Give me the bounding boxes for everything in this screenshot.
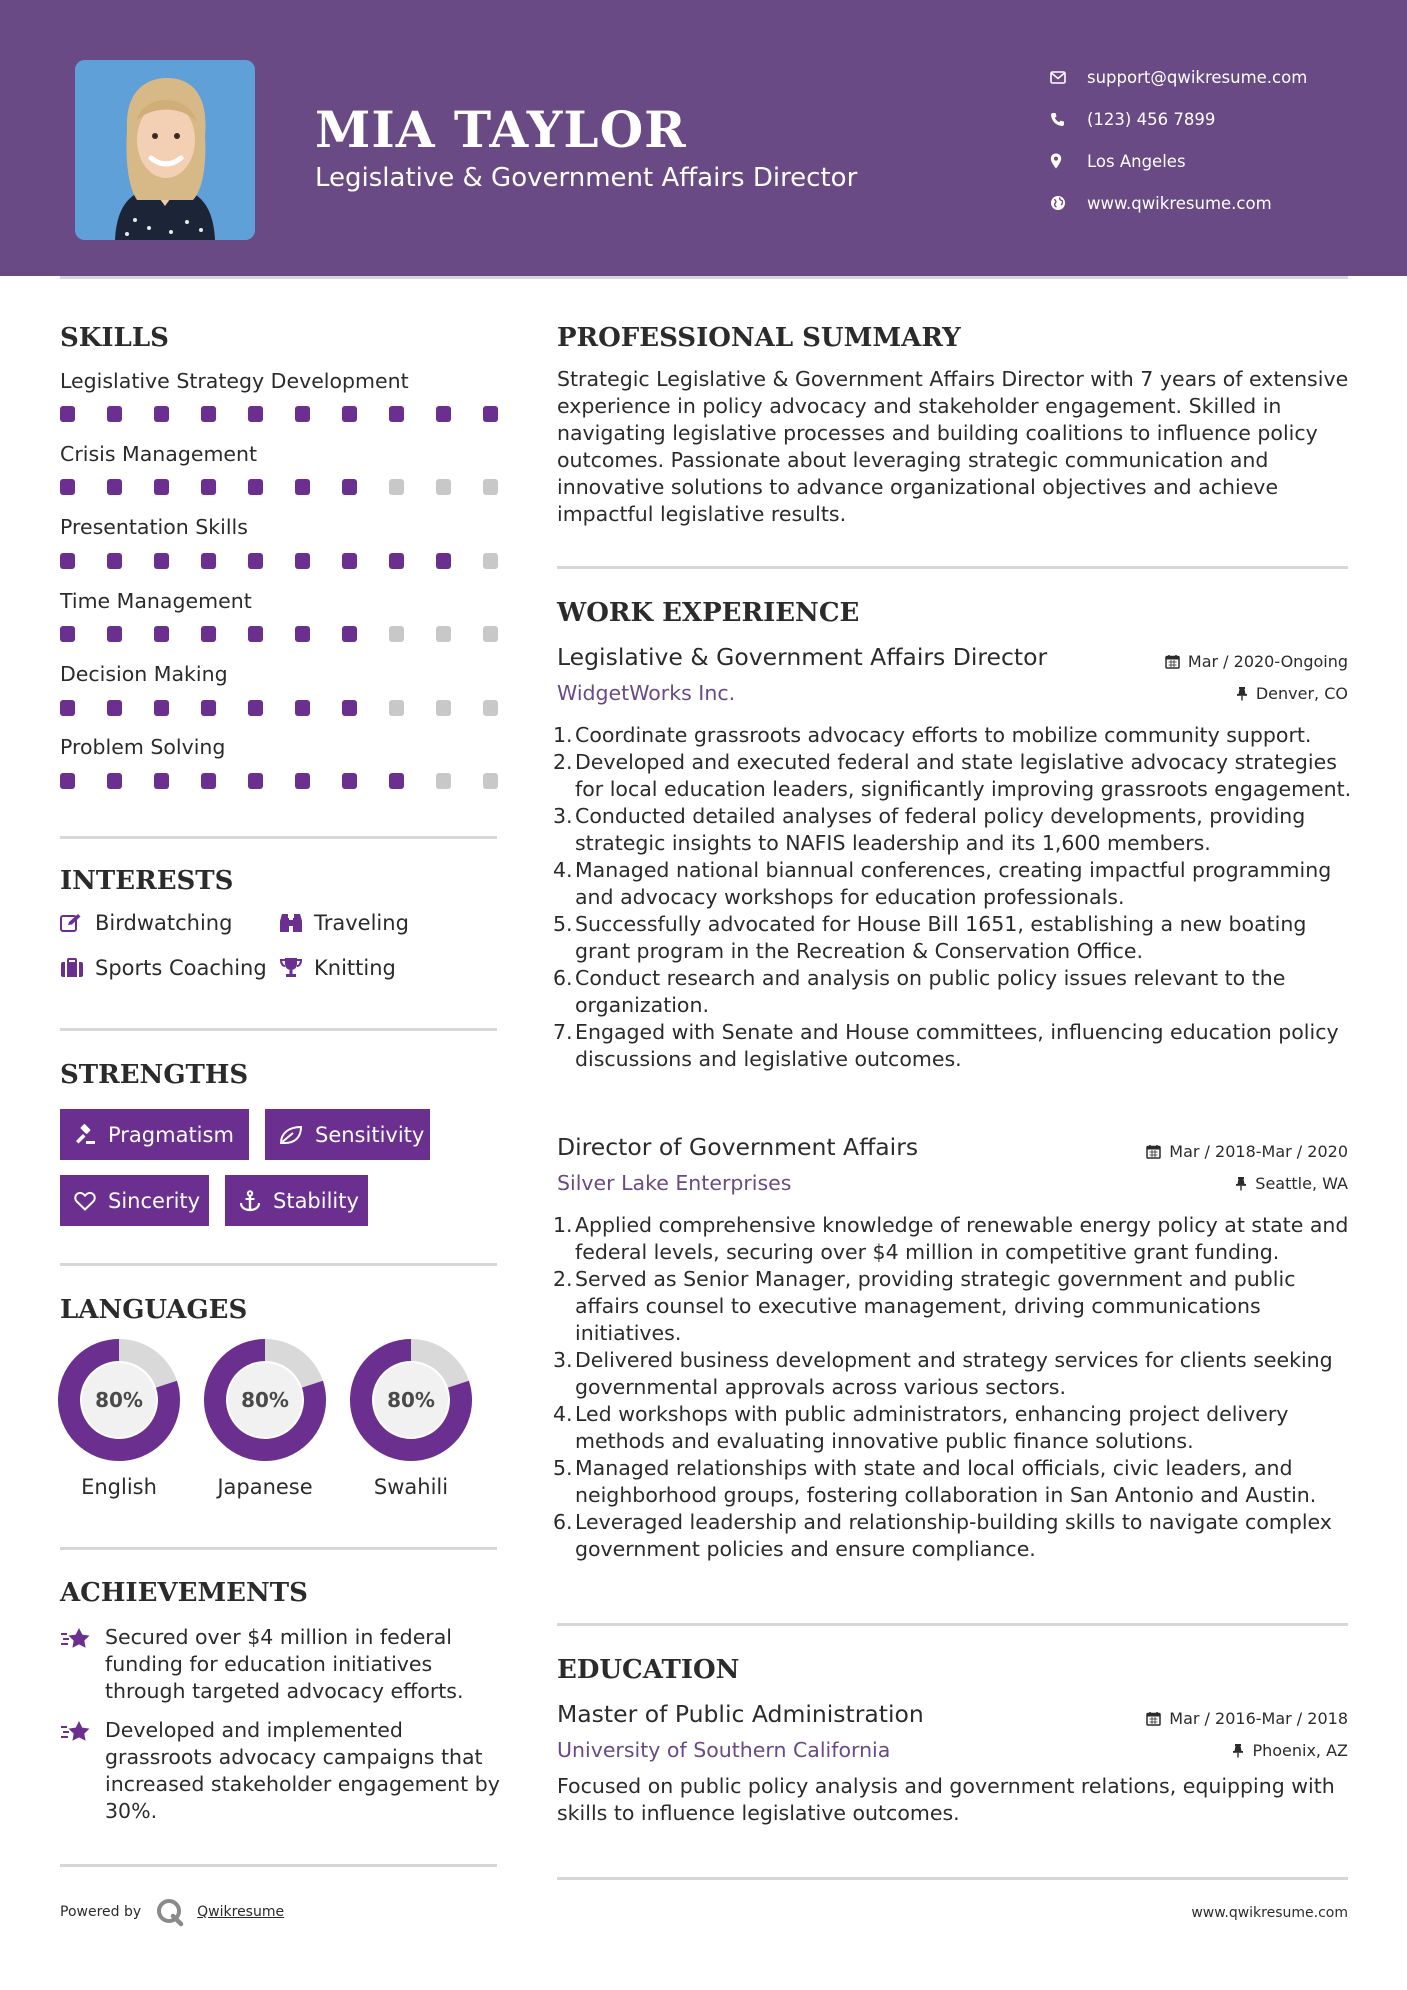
skill-name: Legislative Strategy Development: [60, 369, 409, 393]
briefcase-icon: [60, 958, 95, 978]
language-ring: [349, 1338, 473, 1466]
job-location: [1236, 684, 1348, 703]
list-text: Engaged with Senate and House committees, influencing education policy discussions and legislative outcomes.: [575, 1020, 1339, 1071]
strength-label: Pragmatism: [108, 1122, 234, 1147]
education-degree: Master of Public Administration: [557, 1700, 924, 1728]
heart-icon: [74, 1191, 96, 1211]
phone-icon: [1050, 112, 1087, 127]
skill-dot-empty: [389, 700, 404, 716]
list-text: Served as Senior Manager, providing strategic government and public affairs counsel to executive management, driving communications initiatives.: [575, 1267, 1296, 1345]
globe-icon: [1050, 195, 1087, 211]
skill-dot-filled: [60, 626, 75, 642]
summary-text: Strategic Legislative & Government Affairs Director with 7 years of extensive experience in policy advocacy and stakeholder engagement. Skilled in navigating legislative processes and building coalitions to influence policy outcomes. Passionate about leveraging strategic communication and innovative solutions to advance organizational objectives and achieve impactful legislative results.: [557, 367, 1349, 526]
list-item: [553, 911, 1353, 965]
calendar-icon: [1146, 1144, 1161, 1159]
interests-title: INTERESTS: [60, 866, 234, 896]
strength-label: Sensitivity: [315, 1122, 425, 1147]
list-item: [553, 1347, 1353, 1401]
skill-dot-filled: [248, 479, 263, 495]
skill-dot-filled: [389, 773, 404, 789]
skill-dot-empty: [436, 626, 451, 642]
skill-dot-filled: [60, 773, 75, 789]
job-company: WidgetWorks Inc.: [557, 681, 736, 705]
skill-dot-filled: [107, 773, 122, 789]
skill-dot-filled: [201, 700, 216, 716]
star-burst-icon: [60, 1626, 92, 1656]
interest-label: Sports Coaching: [95, 956, 267, 980]
job-bullets: [553, 1212, 1353, 1563]
strength-label: Stability: [273, 1188, 359, 1213]
job-dates-text: Mar / 2020-Ongoing: [1187, 652, 1348, 671]
interest-item: [279, 956, 396, 980]
skill-rating: [60, 406, 500, 422]
candidate-title: Legislative & Government Affairs Director: [315, 163, 858, 193]
education-description: Focused on public policy analysis and government relations, equipping with skills to influence legislative outcomes.: [557, 1774, 1335, 1825]
candidate-name: MIA TAYLOR: [315, 100, 687, 159]
contact-phone-text: (123) 456 7899: [1087, 109, 1216, 129]
footer-website[interactable]: www.qwikresume.com: [1191, 1905, 1348, 1921]
achievement-item: [60, 1624, 500, 1714]
job-dates-text: Mar / 2018-Mar / 2020: [1169, 1142, 1348, 1161]
job-location: [1235, 1174, 1348, 1193]
list-number: 7.: [553, 1020, 573, 1044]
list-number: 3.: [553, 1348, 573, 1372]
job-role: Legislative & Government Affairs Director: [557, 643, 1048, 671]
list-number: 1.: [553, 1213, 573, 1237]
person-photo: [75, 60, 255, 240]
powered-by-label: Powered by: [60, 1904, 142, 1920]
skill-dot-filled: [107, 553, 122, 569]
skill-dot-filled: [154, 773, 169, 789]
list-item: [553, 1019, 1353, 1073]
skill-rating: [60, 479, 500, 495]
skill-dot-filled: [436, 406, 451, 422]
section-divider: [557, 1877, 1348, 1880]
list-item: [553, 749, 1353, 803]
list-text: Successfully advocated for House Bill 1651, establishing a new boating grant program in the Recreation & Conservation Office.: [575, 912, 1307, 963]
gavel-icon: [74, 1124, 96, 1146]
skill-dot-empty: [483, 626, 498, 642]
leaf-icon: [279, 1125, 303, 1145]
pin-icon: [1236, 686, 1248, 701]
skill-dot-filled: [342, 553, 357, 569]
job-location-text: Seattle, WA: [1255, 1174, 1348, 1193]
list-item: [553, 965, 1353, 1019]
skill-dot-filled: [295, 700, 310, 716]
skill-dot-filled: [60, 406, 75, 422]
skill-name: Time Management: [60, 589, 252, 613]
achievement-text: Secured over $4 million in federal funding for education initiatives through targeted advocacy efforts.: [105, 1625, 464, 1703]
list-text: Coordinate grassroots advocacy efforts to mobilize community support.: [575, 723, 1312, 747]
skill-dot-empty: [436, 479, 451, 495]
education-location-text: Phoenix, AZ: [1252, 1741, 1348, 1760]
list-number: 4.: [553, 858, 573, 882]
education-dates: [1146, 1709, 1348, 1728]
contact-list: [1050, 56, 1307, 224]
list-item: [553, 1509, 1353, 1563]
list-number: 5.: [553, 912, 573, 936]
header-divider: [60, 276, 1348, 279]
skill-dot-filled: [154, 479, 169, 495]
skill-dot-empty: [483, 700, 498, 716]
list-text: Delivered business development and strategy services for clients seeking governmental approvals across various sectors.: [575, 1348, 1333, 1399]
language-ring-graphic: [57, 1338, 181, 1462]
list-text: Leveraged leadership and relationship-building skills to navigate complex government policies and ensure compliance.: [575, 1510, 1332, 1561]
skill-dot-empty: [483, 773, 498, 789]
pin-icon: [1235, 1176, 1247, 1191]
section-divider: [557, 566, 1348, 569]
skill-dot-filled: [389, 553, 404, 569]
pin-icon: [1232, 1743, 1244, 1758]
skill-dot-filled: [201, 479, 216, 495]
contact-phone[interactable]: [1050, 98, 1307, 140]
list-number: 6.: [553, 1510, 573, 1534]
skill-dot-filled: [154, 700, 169, 716]
achievement-item: [60, 1717, 500, 1832]
skill-dot-empty: [483, 479, 498, 495]
section-divider: [60, 1547, 497, 1550]
language-label: Swahili: [373, 1475, 449, 1499]
section-divider: [60, 1864, 497, 1867]
skill-name: Presentation Skills: [60, 515, 248, 539]
contact-email-text: support@qwikresume.com: [1087, 67, 1308, 87]
language-ring-graphic: [203, 1338, 327, 1462]
contact-website-text: www.qwikresume.com: [1087, 193, 1272, 213]
education-dates-text: Mar / 2016-Mar / 2018: [1169, 1709, 1348, 1728]
summary-title: PROFESSIONAL SUMMARY: [557, 323, 961, 353]
list-item: [553, 722, 1353, 749]
language-ring: [203, 1338, 327, 1466]
strengths-title: STRENGTHS: [60, 1060, 249, 1090]
language-percent: 80%: [95, 1388, 143, 1412]
skill-dot-filled: [295, 553, 310, 569]
list-number: 2.: [553, 1267, 573, 1291]
list-text: Managed national biannual conferences, creating impactful programming and advocacy workshops for education professionals.: [575, 858, 1332, 909]
interest-label: Birdwatching: [95, 911, 233, 935]
binoculars-icon: [279, 912, 314, 934]
strength-badge: [60, 1109, 249, 1160]
skill-name: Problem Solving: [60, 735, 226, 759]
job-dates: [1146, 1142, 1348, 1161]
skill-dot-filled: [107, 406, 122, 422]
experience-title: WORK EXPERIENCE: [557, 598, 860, 628]
skill-rating: [60, 553, 500, 569]
contact-location: [1050, 140, 1307, 182]
skills-title: SKILLS: [60, 323, 169, 353]
skill-dot-filled: [436, 553, 451, 569]
footer-powered-by: [60, 1897, 284, 1927]
skill-dot-filled: [342, 773, 357, 789]
list-number: 1.: [553, 723, 573, 747]
section-divider: [60, 1263, 497, 1266]
education-title: EDUCATION: [557, 1655, 740, 1685]
skill-dot-filled: [60, 479, 75, 495]
skill-dot-filled: [248, 773, 263, 789]
skill-dot-empty: [483, 553, 498, 569]
skill-dot-filled: [248, 406, 263, 422]
skill-rating: [60, 773, 500, 789]
job-dates: [1165, 652, 1348, 671]
list-text: Conducted detailed analyses of federal policy developments, providing strategic insights to NAFIS leadership and its 1,600 members.: [575, 804, 1306, 855]
interest-item: [60, 956, 267, 980]
list-item: [553, 1212, 1353, 1266]
job-role: Director of Government Affairs: [557, 1133, 919, 1161]
interest-item: [279, 911, 409, 935]
list-text: Developed and executed federal and state legislative advocacy strategies for local education leaders, significantly improving grassroots engagement.: [575, 750, 1352, 801]
location-icon: [1050, 153, 1087, 169]
languages-title: LANGUAGES: [60, 1295, 248, 1325]
anchor-icon: [239, 1190, 261, 1212]
interest-item: [60, 911, 232, 935]
skill-dot-filled: [342, 479, 357, 495]
skill-rating: [60, 700, 500, 716]
strength-badge: [265, 1109, 430, 1160]
skill-dot-filled: [107, 626, 122, 642]
list-text: Conduct research and analysis on public policy issues relevant to the organization.: [575, 966, 1286, 1017]
skill-dot-filled: [389, 406, 404, 422]
list-item: [553, 803, 1353, 857]
education-location: [1232, 1741, 1348, 1760]
language-percent: 80%: [387, 1388, 435, 1412]
skill-dot-filled: [60, 553, 75, 569]
skill-dot-filled: [342, 626, 357, 642]
skill-dot-filled: [295, 626, 310, 642]
skill-dot-filled: [60, 700, 75, 716]
skill-dot-filled: [342, 406, 357, 422]
skill-dot-empty: [436, 700, 451, 716]
skill-dot-filled: [201, 406, 216, 422]
skill-dot-filled: [248, 700, 263, 716]
list-item: [553, 857, 1353, 911]
section-divider: [60, 836, 497, 839]
list-number: 4.: [553, 1402, 573, 1426]
education-school: University of Southern California: [557, 1738, 891, 1762]
skill-dot-filled: [154, 406, 169, 422]
language-ring-graphic: [349, 1338, 473, 1462]
brand-link[interactable]: Qwikresume: [197, 1904, 285, 1920]
job-bullets: [553, 722, 1353, 1073]
skill-dot-empty: [389, 626, 404, 642]
list-text: Led workshops with public administrators, enhancing project delivery methods and evaluating innovative public finance solutions.: [575, 1402, 1289, 1453]
section-divider: [60, 1028, 497, 1031]
strength-label: Sincerity: [108, 1188, 201, 1213]
language-ring: [57, 1338, 181, 1466]
skill-dot-filled: [201, 773, 216, 789]
list-item: [553, 1266, 1353, 1347]
list-item: [553, 1455, 1353, 1509]
list-number: 3.: [553, 804, 573, 828]
skill-dot-filled: [107, 479, 122, 495]
skill-dot-filled: [295, 406, 310, 422]
list-number: 5.: [553, 1456, 573, 1480]
calendar-icon: [1146, 1711, 1161, 1726]
section-divider: [557, 1623, 1348, 1626]
trophy-icon: [279, 957, 314, 979]
calendar-icon: [1165, 654, 1180, 669]
interest-label: Traveling: [314, 911, 409, 935]
skill-name: Decision Making: [60, 662, 228, 686]
list-text: Managed relationships with state and local officials, civic leaders, and neighborhood groups, fostering collaboration in San Antonio and Austin.: [575, 1456, 1317, 1507]
strength-badge: [60, 1175, 209, 1226]
skill-name: Crisis Management: [60, 442, 258, 466]
achievement-text: Developed and implemented grassroots advocacy campaigns that increased stakeholder engagement by 30%.: [105, 1718, 500, 1823]
skill-rating: [60, 626, 500, 642]
skill-dot-filled: [201, 626, 216, 642]
strength-badge: [225, 1175, 368, 1226]
skill-dot-filled: [154, 553, 169, 569]
list-number: 2.: [553, 750, 573, 774]
contact-website[interactable]: [1050, 182, 1307, 224]
skill-dot-filled: [154, 626, 169, 642]
envelope-icon: [1050, 71, 1087, 84]
list-text: Applied comprehensive knowledge of renewable energy policy at state and federal levels, securing over $4 million in competitive grant funding.: [575, 1213, 1349, 1264]
skill-dot-filled: [248, 553, 263, 569]
language-label: English: [81, 1475, 157, 1499]
skill-dot-filled: [295, 773, 310, 789]
contact-location-text: Los Angeles: [1087, 151, 1186, 171]
skill-dot-filled: [248, 626, 263, 642]
list-item: [553, 1401, 1353, 1455]
profile-photo: [75, 60, 255, 240]
pencil-icon: [60, 913, 95, 933]
job-company: Silver Lake Enterprises: [557, 1171, 792, 1195]
interest-label: Knitting: [314, 956, 396, 980]
contact-email[interactable]: [1050, 56, 1307, 98]
skill-dot-filled: [295, 479, 310, 495]
list-number: 6.: [553, 966, 573, 990]
language-label: Japanese: [217, 1475, 313, 1499]
header-banner: [0, 0, 1407, 276]
skill-dot-filled: [483, 406, 498, 422]
job-location-text: Denver, CO: [1255, 684, 1348, 703]
skill-dot-filled: [107, 700, 122, 716]
language-percent: 80%: [241, 1388, 289, 1412]
q-logo-icon: [155, 1897, 185, 1927]
skill-dot-empty: [389, 479, 404, 495]
skill-dot-filled: [342, 700, 357, 716]
star-burst-icon: [60, 1719, 92, 1749]
skill-dot-filled: [201, 553, 216, 569]
achievements-title: ACHIEVEMENTS: [60, 1578, 308, 1608]
skill-dot-empty: [436, 773, 451, 789]
